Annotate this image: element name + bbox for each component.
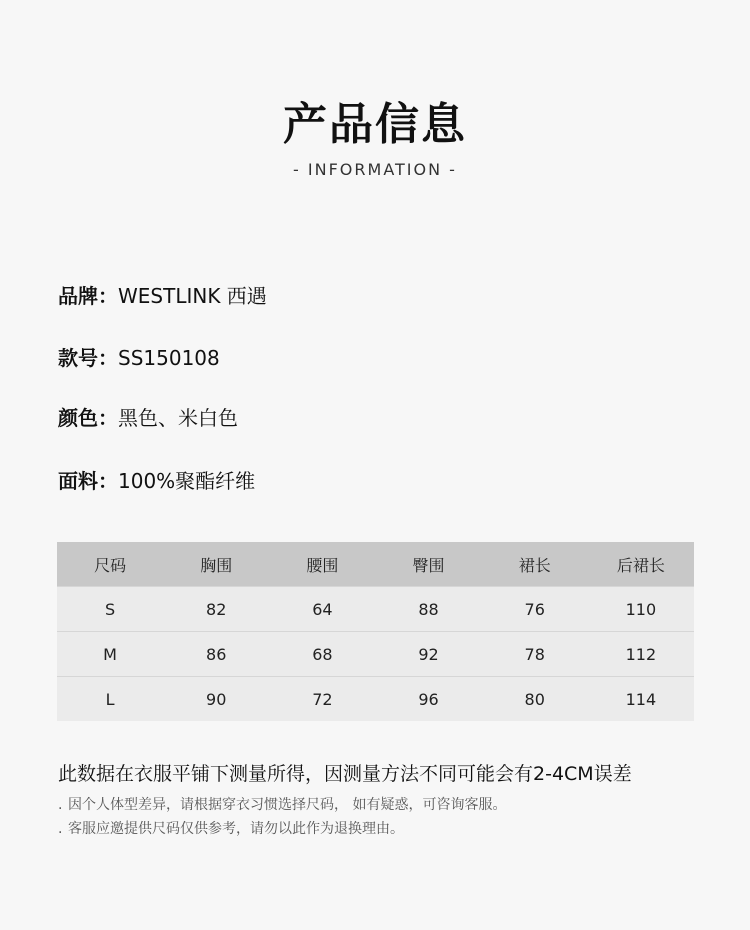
table-cell: 72 [269, 677, 375, 722]
info-label: 颜色： [58, 406, 118, 430]
table-cell: L [57, 677, 163, 722]
table-cell: S [57, 587, 163, 632]
info-row-color [58, 402, 238, 431]
page-title: 产品信息 [283, 99, 467, 150]
bullet-icon: . [58, 821, 63, 837]
table-cell: 96 [375, 677, 481, 722]
size-table [57, 542, 694, 721]
info-row-brand [58, 280, 267, 309]
table-header-cell: 尺码 [57, 542, 163, 587]
bullet-icon: . [58, 797, 63, 813]
table-cell: 114 [588, 677, 694, 722]
note-text: 因个人体型差异，请根据穿衣习惯选择尺码， 如有疑惑，可咨询客服。 [68, 797, 507, 813]
info-value: 100%聚酯纤维 [118, 469, 256, 493]
table-cell: 78 [482, 632, 588, 677]
table-cell: 68 [269, 632, 375, 677]
table-cell: 82 [163, 587, 269, 632]
info-value: WESTLINK 西遇 [118, 284, 267, 308]
table-cell: 88 [375, 587, 481, 632]
table-cell: 86 [163, 632, 269, 677]
measurement-note: 此数据在衣服平铺下测量所得，因测量方法不同可能会有2-4CM误差 [58, 763, 632, 785]
table-cell: M [57, 632, 163, 677]
note-item [58, 794, 506, 814]
table-header-cell: 臀围 [375, 542, 481, 587]
table-header-cell: 后裙长 [588, 542, 694, 587]
note-item [58, 818, 404, 838]
table-header-cell: 裙长 [482, 542, 588, 587]
info-value: SS150108 [118, 346, 220, 370]
table-cell: 76 [482, 587, 588, 632]
info-label: 面料： [58, 469, 118, 493]
table-header-row [57, 542, 694, 587]
note-text: 客服应邀提供尺码仅供参考，请勿以此作为退换理由。 [68, 821, 404, 837]
info-row-fabric [58, 465, 255, 494]
table-row [57, 677, 694, 722]
table-row [57, 632, 694, 677]
info-label: 品牌： [58, 284, 118, 308]
table-header-cell: 腰围 [269, 542, 375, 587]
table-cell: 64 [269, 587, 375, 632]
info-row-style-number [58, 342, 220, 371]
table-cell: 110 [588, 587, 694, 632]
page-subtitle: - INFORMATION - [293, 160, 457, 179]
info-value: 黑色、米白色 [118, 406, 238, 430]
table-cell: 90 [163, 677, 269, 722]
table-row [57, 587, 694, 632]
info-label: 款号： [58, 346, 118, 370]
table-cell: 80 [482, 677, 588, 722]
table-cell: 112 [588, 632, 694, 677]
table-cell: 92 [375, 632, 481, 677]
table-header-cell: 胸围 [163, 542, 269, 587]
